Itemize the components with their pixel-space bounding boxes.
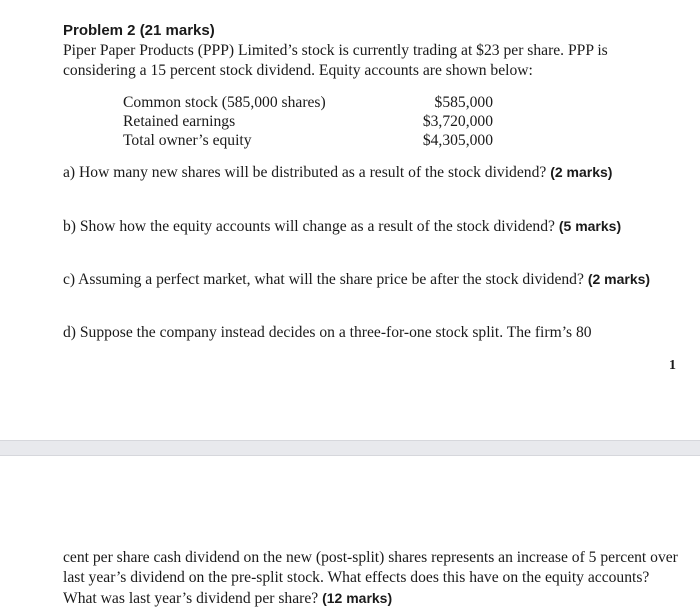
- equity-label: Common stock (585,000 shares): [123, 94, 326, 111]
- question-d-marks: (12 marks): [322, 590, 393, 606]
- equity-accounts-table: [123, 93, 493, 150]
- problem-title: Problem 2 (21 marks): [63, 22, 215, 39]
- equity-value: $4,305,000: [422, 132, 493, 149]
- question-d-start: d) Suppose the company instead decides on a three-for-one stock split. The firm’s 80: [63, 324, 592, 341]
- question-b: [63, 216, 653, 237]
- question-c: [63, 269, 678, 290]
- equity-row-retained-earnings: [123, 112, 493, 131]
- equity-row-total: [123, 131, 493, 150]
- equity-value: $585,000: [434, 94, 493, 111]
- question-a-text: a) How many new shares will be distributed as a result of the stock dividend?: [63, 164, 547, 181]
- question-d-continued: [63, 548, 681, 609]
- problem-intro: Piper Paper Products (PPP) Limited’s stock is currently trading at $23 per share. PPP is considering a 15 percent stock dividend. Equity accounts are shown below:: [63, 42, 608, 79]
- question-b-text: b) Show how the equity accounts will change as a result of the stock dividend?: [63, 218, 555, 235]
- equity-value: $3,720,000: [422, 113, 493, 130]
- question-d-text: cent per share cash dividend on the new (post-split) shares represents an increase of 5 percent over last year’s dividend on the pre-split stock. What effects does this have on the equity accounts? What was last year’s dividend per share?: [63, 549, 678, 607]
- question-a-marks: (2 marks): [550, 164, 613, 180]
- page-separator: [0, 440, 700, 456]
- equity-label: Retained earnings: [123, 113, 236, 130]
- document-page-2: [0, 456, 700, 614]
- question-c-text: c) Assuming a perfect market, what will the share price be after the stock dividend?: [63, 271, 584, 288]
- equity-label: Total owner’s equity: [123, 132, 252, 149]
- question-a: [63, 162, 643, 183]
- equity-row-common-stock: [123, 93, 493, 112]
- question-b-marks: (5 marks): [558, 218, 622, 234]
- page-number: 1: [669, 358, 676, 373]
- question-c-marks: (2 marks): [587, 271, 651, 287]
